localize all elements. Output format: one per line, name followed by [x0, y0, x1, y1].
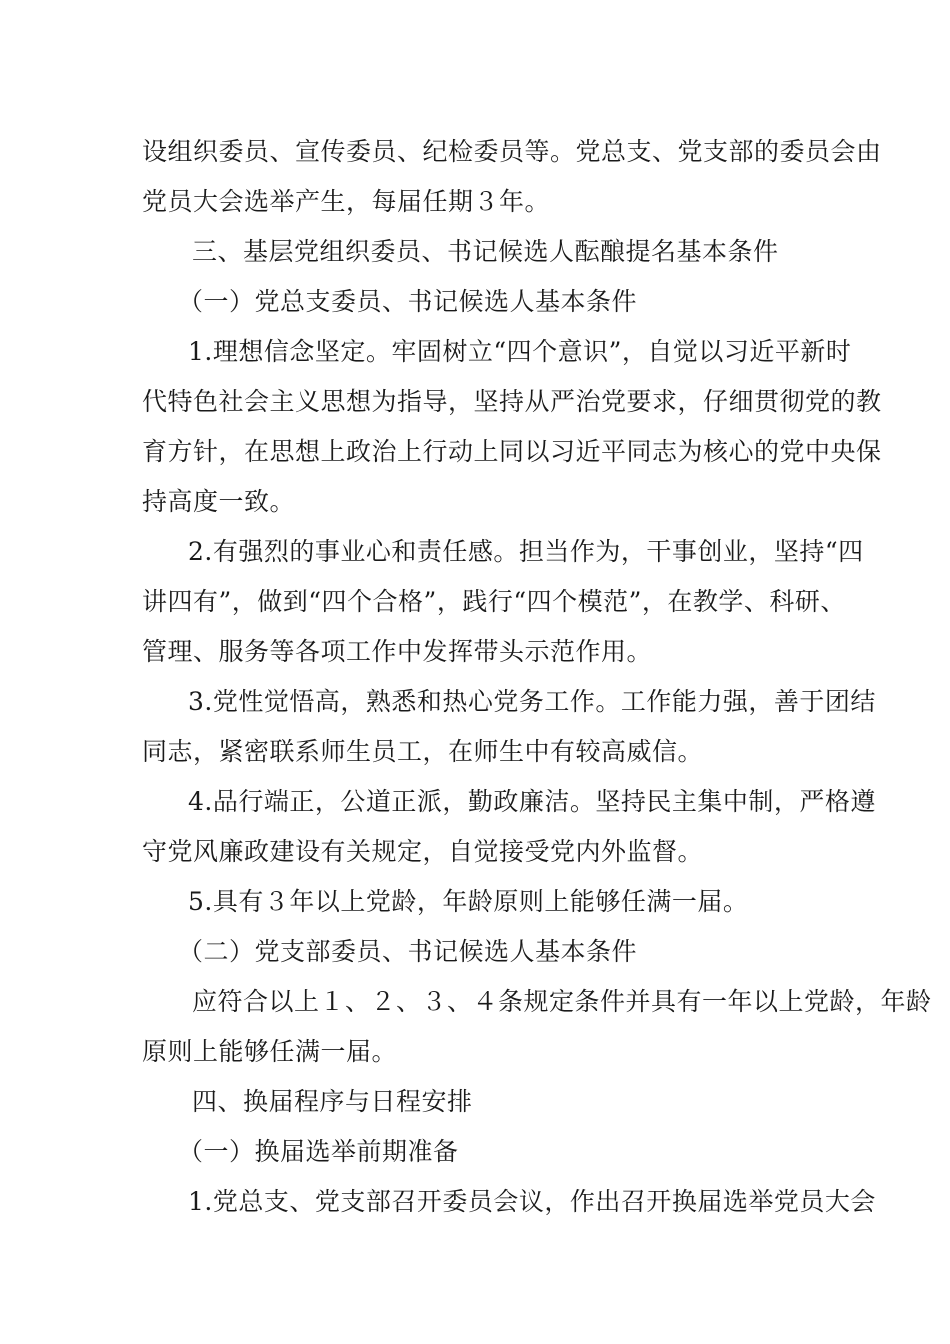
text-line: 1.党总支、党支部召开委员会议，作出召开换届选举党员大会: [188, 1187, 876, 1216]
text-line: 5.具有３年以上党龄，年龄原则上能够任满一届。: [188, 887, 749, 916]
text-line: 育方针，在思想上政治上行动上同以习近平同志为核心的党中央保: [142, 437, 882, 466]
section-heading: 三、基层党组织委员、书记候选人酝酿提名基本条件: [192, 237, 779, 266]
text-line: 1.理想信念坚定。牢固树立“四个意识”，自觉以习近平新时: [188, 337, 852, 366]
subsection-heading: （一）换届选举前期准备: [178, 1137, 459, 1166]
text-line: 同志，紧密联系师生员工，在师生中有较高威信。: [142, 737, 704, 766]
text-line: 原则上能够任满一届。: [142, 1037, 398, 1066]
text-line: 代特色社会主义思想为指导，坚持从严治党要求，仔细贯彻党的教: [142, 387, 882, 416]
subsection-heading: （一）党总支委员、书记候选人基本条件: [178, 287, 638, 316]
text-line: 持高度一致。: [142, 487, 296, 516]
subsection-heading: （二）党支部委员、书记候选人基本条件: [178, 937, 638, 966]
text-line: 管理、服务等各项工作中发挥带头示范作用。: [142, 637, 653, 666]
text-line: 4.品行端正，公道正派，勤政廉洁。坚持民主集中制，严格遵: [188, 787, 876, 816]
text-line: 守党风廉政建设有关规定，自觉接受党内外监督。: [142, 837, 704, 866]
section-heading: 四、换届程序与日程安排: [192, 1087, 473, 1116]
text-line: 设组织委员、宣传委员、纪检委员等。党总支、党支部的委员会由: [142, 137, 882, 166]
text-line: 讲四有”，做到“四个合格”，践行“四个模范”，在教学、科研、: [142, 587, 846, 616]
text-line: 党员大会选举产生，每届任期３年。: [142, 187, 551, 216]
text-line: 应符合以上１、２、３、４条规定条件并具有一年以上党龄，年龄: [192, 987, 932, 1016]
text-line: 3.党性觉悟高，熟悉和热心党务工作。工作能力强，善于团结: [188, 687, 876, 716]
text-line: 2.有强烈的事业心和责任感。担当作为，干事创业，坚持“四: [188, 537, 864, 566]
